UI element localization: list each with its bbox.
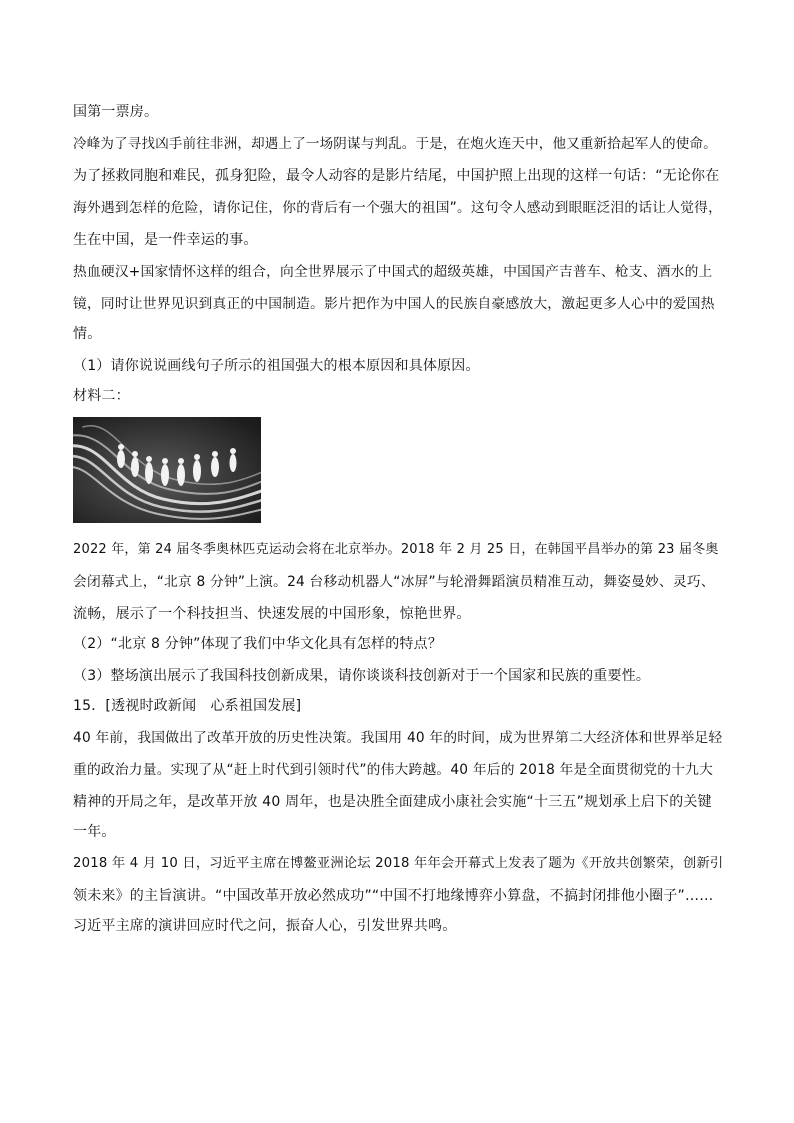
paragraph-line: 2022 年，第 24 届冬季奥林匹克运动会将在北京举办。2018 年 2 月 25 日，在韩国平昌举办的第 23 届冬奥 [73, 542, 719, 557]
paragraph-line: 一年。 [73, 824, 116, 840]
paragraph-line: 领未来》的主旨演讲。“中国改革开放必然成功”“中国不打地缘博弈小算盘，不搞封闭排他小圈子”…… [73, 888, 714, 904]
paragraph-line: 为了拯救同胞和难民，孤身犯险，最令人动容的是影片结尾，中国护照上出现的这样一句话：“无论你在 [73, 168, 720, 184]
section-heading: 15．[透视时政新闻 心系祖国发展] [73, 698, 302, 714]
paragraph-line: 热血硬汉+国家情怀这样的组合，向全世界展示了中国式的超级英雄，中国国产吉普车、枪支、酒水的上 [73, 264, 713, 280]
paragraph-line: 镜，同时让世界见识到真正的中国制造。影片把作为中国人的民族自豪感放大，激起更多人心中的爱国热 [73, 296, 715, 312]
skating-performance-photo [73, 417, 261, 523]
paragraph-line: 生在中国，是一件幸运的事。 [73, 232, 258, 248]
paragraph-line: 2018 年 4 月 10 日，习近平主席在博鳌亚洲论坛 2018 年年会开幕式上发表了题为《开放共创繁荣，创新引 [73, 856, 724, 871]
question-1: （1）请你说说画线句子所示的祖国强大的根本原因和具体原因。 [73, 358, 480, 374]
paragraph-line: 情。 [73, 326, 102, 342]
paragraph-line: 流畅，展示了一个科技担当、快速发展的中国形象，惊艳世界。 [73, 606, 471, 622]
paragraph-line: 国第一票房。 [73, 104, 159, 120]
paragraph-line: 习近平主席的演讲回应时代之问，振奋人心，引发世界共鸣。 [73, 918, 457, 934]
material-label: 材料二： [73, 388, 130, 404]
paragraph-line: 重的政治力量。实现了从“赶上时代到引领时代”的伟大跨越。40 年后的 2018 年是全面贯彻党的十九大 [73, 762, 714, 778]
paragraph-line: 40 年前，我国做出了改革开放的历史性决策。我国用 40 年的时间，成为世界第二大经济体和世界举足轻 [73, 730, 723, 746]
paragraph-line: 会闭幕式上，“北京 8 分钟”上演。24 台移动机器人“冰屏”与轮滑舞蹈演员精准互动，舞姿曼妙、灵巧、 [73, 574, 715, 590]
question-3: （3）整场演出展示了我国科技创新成果，请你谈谈科技创新对于一个国家和民族的重要性。 [73, 668, 651, 684]
question-2: （2）“北京 8 分钟”体现了我们中华文化具有怎样的特点？ [73, 636, 443, 652]
paragraph-line: 海外遇到怎样的危险，请你记住，你的背后有一个强大的祖国”。这句令人感动到眼眶泛泪的话让人觉得， [73, 200, 723, 216]
paragraph-line: 冷峰为了寻找凶手前往非洲，却遇上了一场阴谋与判乱。于是，在炮火连天中，他又重新拾起军人的使命。 [73, 136, 717, 152]
paragraph-line: 精神的开局之年，是改革开放 40 周年，也是决胜全面建成小康社会实施“十三五”规划承上启下的关键 [73, 794, 712, 810]
